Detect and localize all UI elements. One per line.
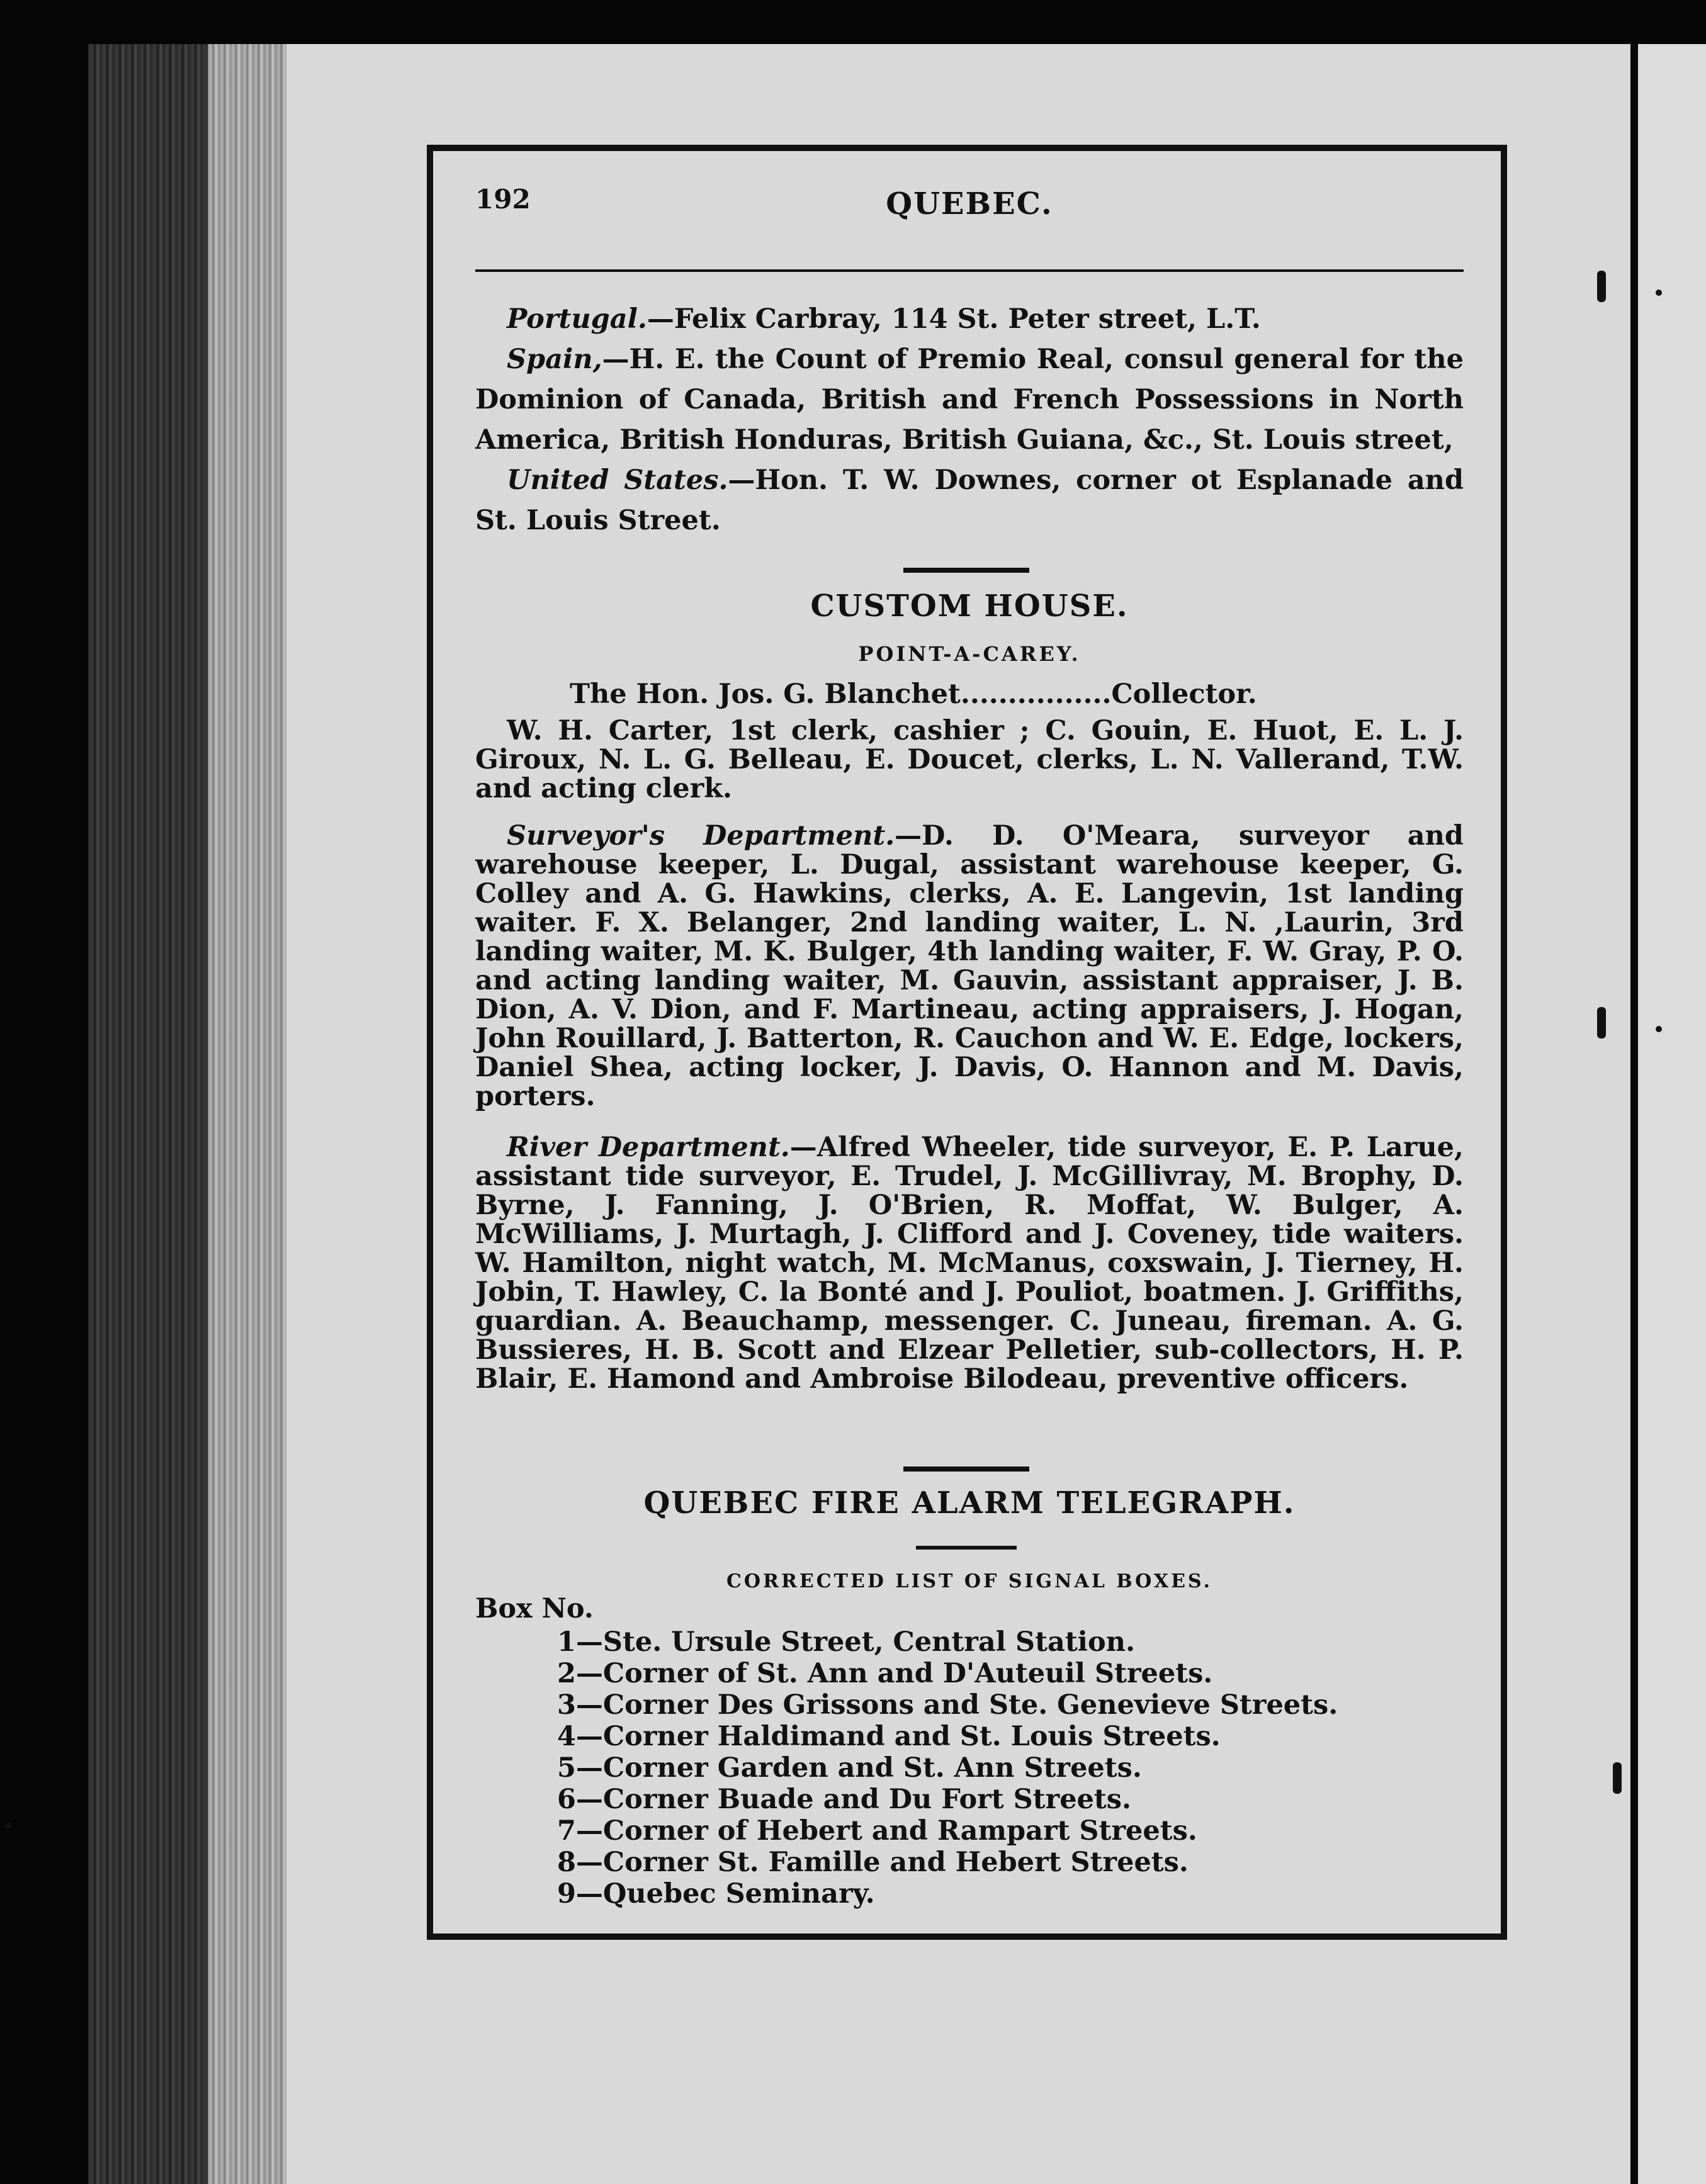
page-header xyxy=(475,170,1464,239)
surveyor-label: Surveyor's Department. xyxy=(507,820,895,852)
registration-mark xyxy=(1613,1762,1622,1794)
list-item: 6—Corner Buade and Du Fort Streets. xyxy=(557,1784,1131,1815)
consul-text: —Felix Carbray, 114 St. Peter street, L.T. xyxy=(647,303,1261,335)
surveyor-paragraph xyxy=(475,821,1464,1111)
registration-mark xyxy=(1597,271,1606,302)
clerks-text: W. H. Carter, 1st clerk, cashier ; C. Gouin, E. Huot, E. L. J. Giroux, N. L. G. Belleau, E. Doucet, clerks, L. N. Vallerand, T.W. and acting clerk. xyxy=(475,715,1464,804)
custom-house-title: CUSTOM HOUSE. xyxy=(810,588,1129,624)
list-item: 4—Corner Haldimand and St. Louis Streets. xyxy=(557,1721,1221,1752)
registration-mark xyxy=(1597,1007,1606,1039)
box-header: Box No. xyxy=(475,1593,594,1624)
clerks-paragraph xyxy=(475,716,1464,803)
consul-country: Spain, xyxy=(507,344,602,375)
surveyor-entry xyxy=(475,821,1464,1111)
fire-alarm-subtitle: CORRECTED LIST OF SIGNAL BOXES. xyxy=(726,1570,1212,1592)
list-item: 8—Corner St. Famille and Hebert Streets. xyxy=(557,1847,1189,1878)
adjacent-page-edge xyxy=(1632,44,1706,2184)
list-item: 9—Quebec Seminary. xyxy=(557,1878,875,1910)
running-head: QUEBEC. xyxy=(886,186,1053,222)
consul-country: Portugal. xyxy=(507,303,647,335)
edge-speck xyxy=(5,1822,11,1828)
list-item: 5—Corner Garden and St. Ann Streets. xyxy=(557,1752,1142,1784)
page-number: 192 xyxy=(475,184,531,215)
consuls-section xyxy=(475,299,1464,541)
list-item: 7—Corner of Hebert and Rampart Streets. xyxy=(557,1815,1197,1847)
consul-entry xyxy=(475,299,1464,339)
consul-text: —Hon. T. W. Downes, corner ot Esplanade and St. Louis Street. xyxy=(475,464,1464,536)
surveyor-text: —D. D. O'Meara, surveyor and warehouse keeper, L. Dugal, assistant warehouse keeper, G. Colley and A. G. Hawkins, clerks, A. E. Langevin, 1st landing waiter. F. X. Belanger, 2nd landing waiter, L. N. ,Laurin, 3rd landing waiter, M. K. Bulger, 4th landing waiter, F. W. Gray, P. O. and acting landing waiter, M. Gauvin, assistant appraiser, J. B. Dion, A. V. Dion, and F. Martineau, acting appraisers, J. Hogan, John Rouillard, J. Batterton, R. Cauchon and W. E. Edge, lockers, Daniel Shea, acting locker, J. Davis, O. Hannon and M. Davis, porters. xyxy=(475,820,1464,1112)
collector-leader: ................ xyxy=(960,678,1112,710)
section-rule-small xyxy=(916,1546,1017,1550)
consul-entry xyxy=(475,339,1464,460)
consul-country: United States. xyxy=(507,464,728,496)
river-text: —Alfred Wheeler, tide surveyor, E. P. Larue, assistant tide surveyor, E. Trudel, J. McGillivray, M. Brophy, D. Byrne, J. Fanning, J. O'Brien, R. Moffat, W. Bulger, A. McWilliams, J. Murtagh, J. Clifford and J. Coveney, tide waiters. W. Hamilton, night watch, M. McManus, coxswain, J. Tierney, H. Jobin, T. Hawley, C. la Bonté and J. Pouliot, boatmen. J. Griffiths, guardian. A. Beauchamp, messenger. C. Juneau, fireman. A. G. Bussieres, H. B. Scott and Elzear Pelletier, sub-collectors, H. P. Blair, E. Hamond and Ambroise Bilodeau, preventive officers. xyxy=(475,1132,1464,1395)
section-rule xyxy=(903,568,1029,573)
consul-text: —H. E. the Count of Premio Real, consul general for the Dominion of Canada, British and French Possessions in North America, British Honduras, British Guiana, &c., St. Louis street, xyxy=(475,344,1464,456)
fire-alarm-title: QUEBEC FIRE ALARM TELEGRAPH. xyxy=(643,1485,1296,1521)
list-item: 3—Corner Des Grissons and Ste. Genevieve Streets. xyxy=(557,1689,1338,1721)
page-content xyxy=(475,170,1464,1913)
header-rule xyxy=(475,269,1464,272)
list-item: 2—Corner of St. Ann and D'Auteuil Streets. xyxy=(557,1658,1213,1689)
river-label: River Department. xyxy=(507,1132,790,1163)
collector-line xyxy=(570,678,1451,710)
consul-entry xyxy=(475,460,1464,541)
section-rule xyxy=(903,1466,1029,1472)
list-item: 1—Ste. Ursule Street, Central Station. xyxy=(557,1626,1135,1658)
collector-role: Collector. xyxy=(1111,678,1257,710)
book-page-edges-light xyxy=(208,44,296,2184)
river-paragraph xyxy=(475,1133,1464,1393)
edge-speck xyxy=(1656,1026,1662,1032)
custom-house-subtitle: POINT-A-CAREY. xyxy=(858,642,1081,666)
river-entry xyxy=(475,1133,1464,1393)
collector-name: The Hon. Jos. G. Blanchet xyxy=(570,678,961,710)
edge-speck xyxy=(1656,290,1662,296)
signal-box-list xyxy=(475,1591,1464,1910)
